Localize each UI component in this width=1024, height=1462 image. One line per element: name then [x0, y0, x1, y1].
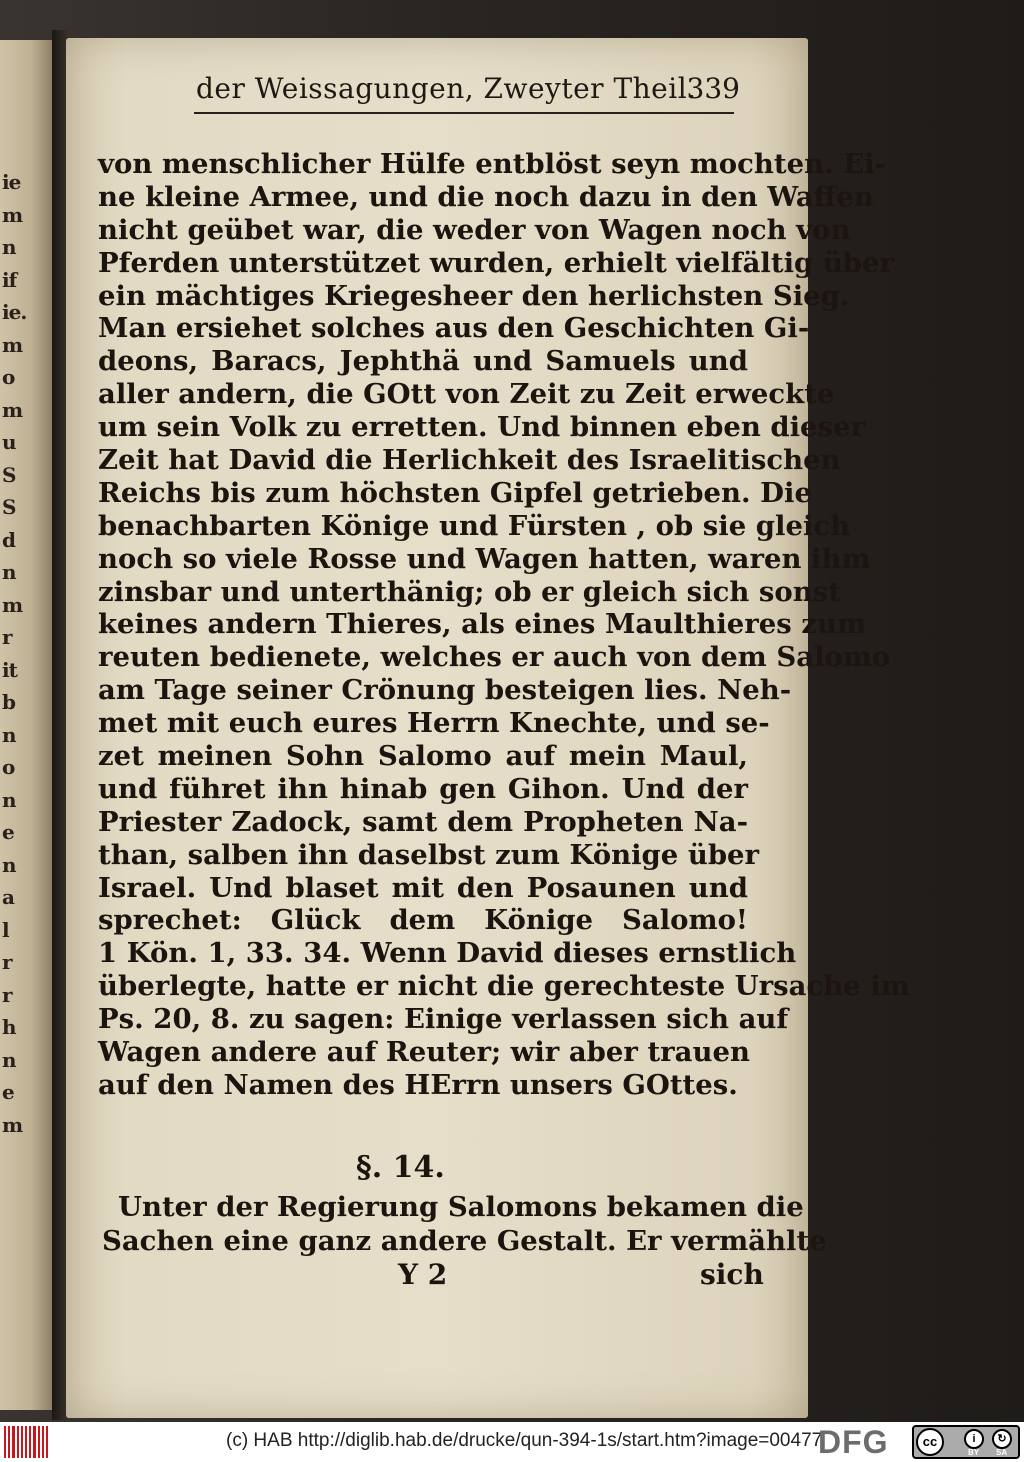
text-line: Pferden unterstützet wurden, erhielt vielfältig über [98, 246, 895, 279]
text-line: aller andern, die GOtt von Zeit zu Zeit erweckte [98, 378, 835, 411]
previous-page-fragment: if [2, 267, 17, 292]
text-line: Israel. Und blaset mit den Posaunen und [98, 871, 748, 904]
text-line: von menschlicher Hülfe entblöst seyn mochten. Ei- [98, 148, 887, 180]
text-line: Ps. 20, 8. zu sagen: Einige verlassen sich auf [98, 1003, 789, 1036]
text-line: um sein Volk zu erretten. Und binnen eben dieser [98, 411, 866, 444]
previous-page-fragment: b [2, 690, 15, 714]
previous-page-fragment: S [2, 462, 16, 487]
catchword: sich [700, 1258, 764, 1291]
running-head [140, 72, 740, 112]
text-line: Priester Zadock, samt dem Propheten Na- [98, 805, 748, 838]
text-line: noch so viele Rosse und Wagen hatten, waren ihm [98, 542, 871, 575]
text-line: Unter der Regierung Salomons bekamen die [118, 1191, 804, 1223]
text-line: Reichs bis zum höchsten Gipfel getrieben. Die [98, 476, 812, 509]
previous-page-fragment: n [2, 852, 16, 877]
text-line: 1 Kön. 1, 33. 34. Wenn David dieses ernstlich [98, 937, 797, 970]
section-heading: §. 14. [356, 1150, 445, 1185]
by-icon: i [964, 1429, 984, 1449]
text-line: zet meinen Sohn Salomo auf mein Maul, [98, 740, 748, 773]
text-line: reuten bedienete, welches er auch von dem Salomo [98, 641, 891, 674]
dfg-logo: DFG [818, 1424, 889, 1460]
previous-page-fragment: n [2, 787, 16, 812]
cc-by-label: BY [968, 1448, 980, 1457]
creative-commons-badge[interactable] [912, 1425, 1020, 1459]
text-line: Sachen eine ganz andere Gestalt. Er vermählte [102, 1225, 827, 1257]
previous-page-fragment: r [2, 950, 12, 974]
previous-page-fragment: o [2, 755, 15, 779]
text-line: than, salben ihn daselbst zum Könige über [98, 838, 760, 871]
previous-page-fragment: o [2, 365, 15, 389]
signature-mark: Y 2 [398, 1258, 448, 1291]
previous-page-fragment: m [2, 592, 23, 617]
share-alike-icon: ↻ [992, 1429, 1012, 1449]
copyright-credit[interactable]: (c) HAB http://diglib.hab.de/drucke/qun-394-1s/start.htm?image=00477 [226, 1430, 823, 1451]
text-line: am Tage seiner Crönung besteigen lies. Neh- [98, 674, 792, 707]
cc-icon: cc [916, 1428, 944, 1456]
previous-page-fragment: m [2, 332, 23, 357]
text-line: überlegte, hatte er nicht die gerechteste Ursache im [98, 970, 910, 1003]
previous-page-fragment: ie. [2, 300, 27, 324]
section-text [102, 1190, 827, 1258]
previous-page-fragment: m [2, 1112, 23, 1137]
text-line: sprechet: Glück dem Könige Salomo! [98, 904, 748, 937]
text-line: auf den Namen des HErrn unsers GOttes. [98, 1068, 738, 1101]
library-logo-icon [4, 1426, 48, 1458]
text-line: und führet ihn hinab gen Gihon. Und der [98, 772, 748, 805]
previous-page-fragment: r [2, 625, 12, 649]
header-rule [194, 112, 734, 114]
previous-page-fragment: r [2, 982, 12, 1007]
previous-page-fragment: n [2, 1047, 16, 1072]
previous-page-edge [0, 40, 54, 1410]
previous-page-fragment: ie [2, 170, 21, 194]
text-line: deons, Baracs, Jephthä und Samuels und [98, 345, 748, 378]
previous-page-fragment: e [2, 1080, 14, 1104]
previous-page-fragment: n [2, 235, 16, 259]
text-line: ne kleine Armee, und die noch dazu in den Waffen [98, 180, 874, 213]
running-head-title: der Weissagungen, Zweyter Theil. [196, 72, 697, 105]
text-line: Wagen andere auf Reuter; wir aber trauen [98, 1036, 750, 1069]
text-line: Man ersiehet solches aus den Geschichten Gi- [98, 312, 810, 345]
previous-page-fragment: n [2, 560, 16, 584]
previous-page-fragment: h [2, 1015, 16, 1039]
previous-page-fragment: S [2, 495, 16, 519]
text-line: nicht geübet war, die weder von Wagen noch von [98, 213, 851, 246]
text-line: benachbarten Könige und Fürsten , ob sie gleich [98, 509, 851, 542]
text-line: ein mächtiges Kriegesheer den herlichsten Sieg. [98, 279, 850, 312]
previous-page-fragment: m [2, 202, 23, 227]
text-line: zinsbar und unterthänig; ob er gleich sich sonst [98, 575, 841, 608]
previous-page-fragment: a [2, 885, 14, 909]
cc-sa-label: SA [996, 1448, 1008, 1457]
previous-page-fragment: n [2, 722, 16, 747]
text-line: Zeit hat David die Herlichkeit des Israelitischen [98, 444, 841, 477]
previous-page-fragment: u [2, 430, 16, 454]
previous-page-fragment: d [2, 527, 15, 552]
previous-page-fragment: e [2, 820, 14, 844]
page-number: 339 [686, 72, 740, 105]
footer-bar [0, 1422, 1024, 1462]
text-line: met mit euch eures Herrn Knechte, und se- [98, 707, 770, 740]
text-line: keines andern Thieres, als eines Maulthieres zum [98, 608, 867, 641]
body-text [98, 148, 910, 1102]
previous-page-fragment: m [2, 397, 23, 422]
previous-page-fragment: it [2, 657, 17, 682]
previous-page-fragment: l [2, 917, 9, 942]
